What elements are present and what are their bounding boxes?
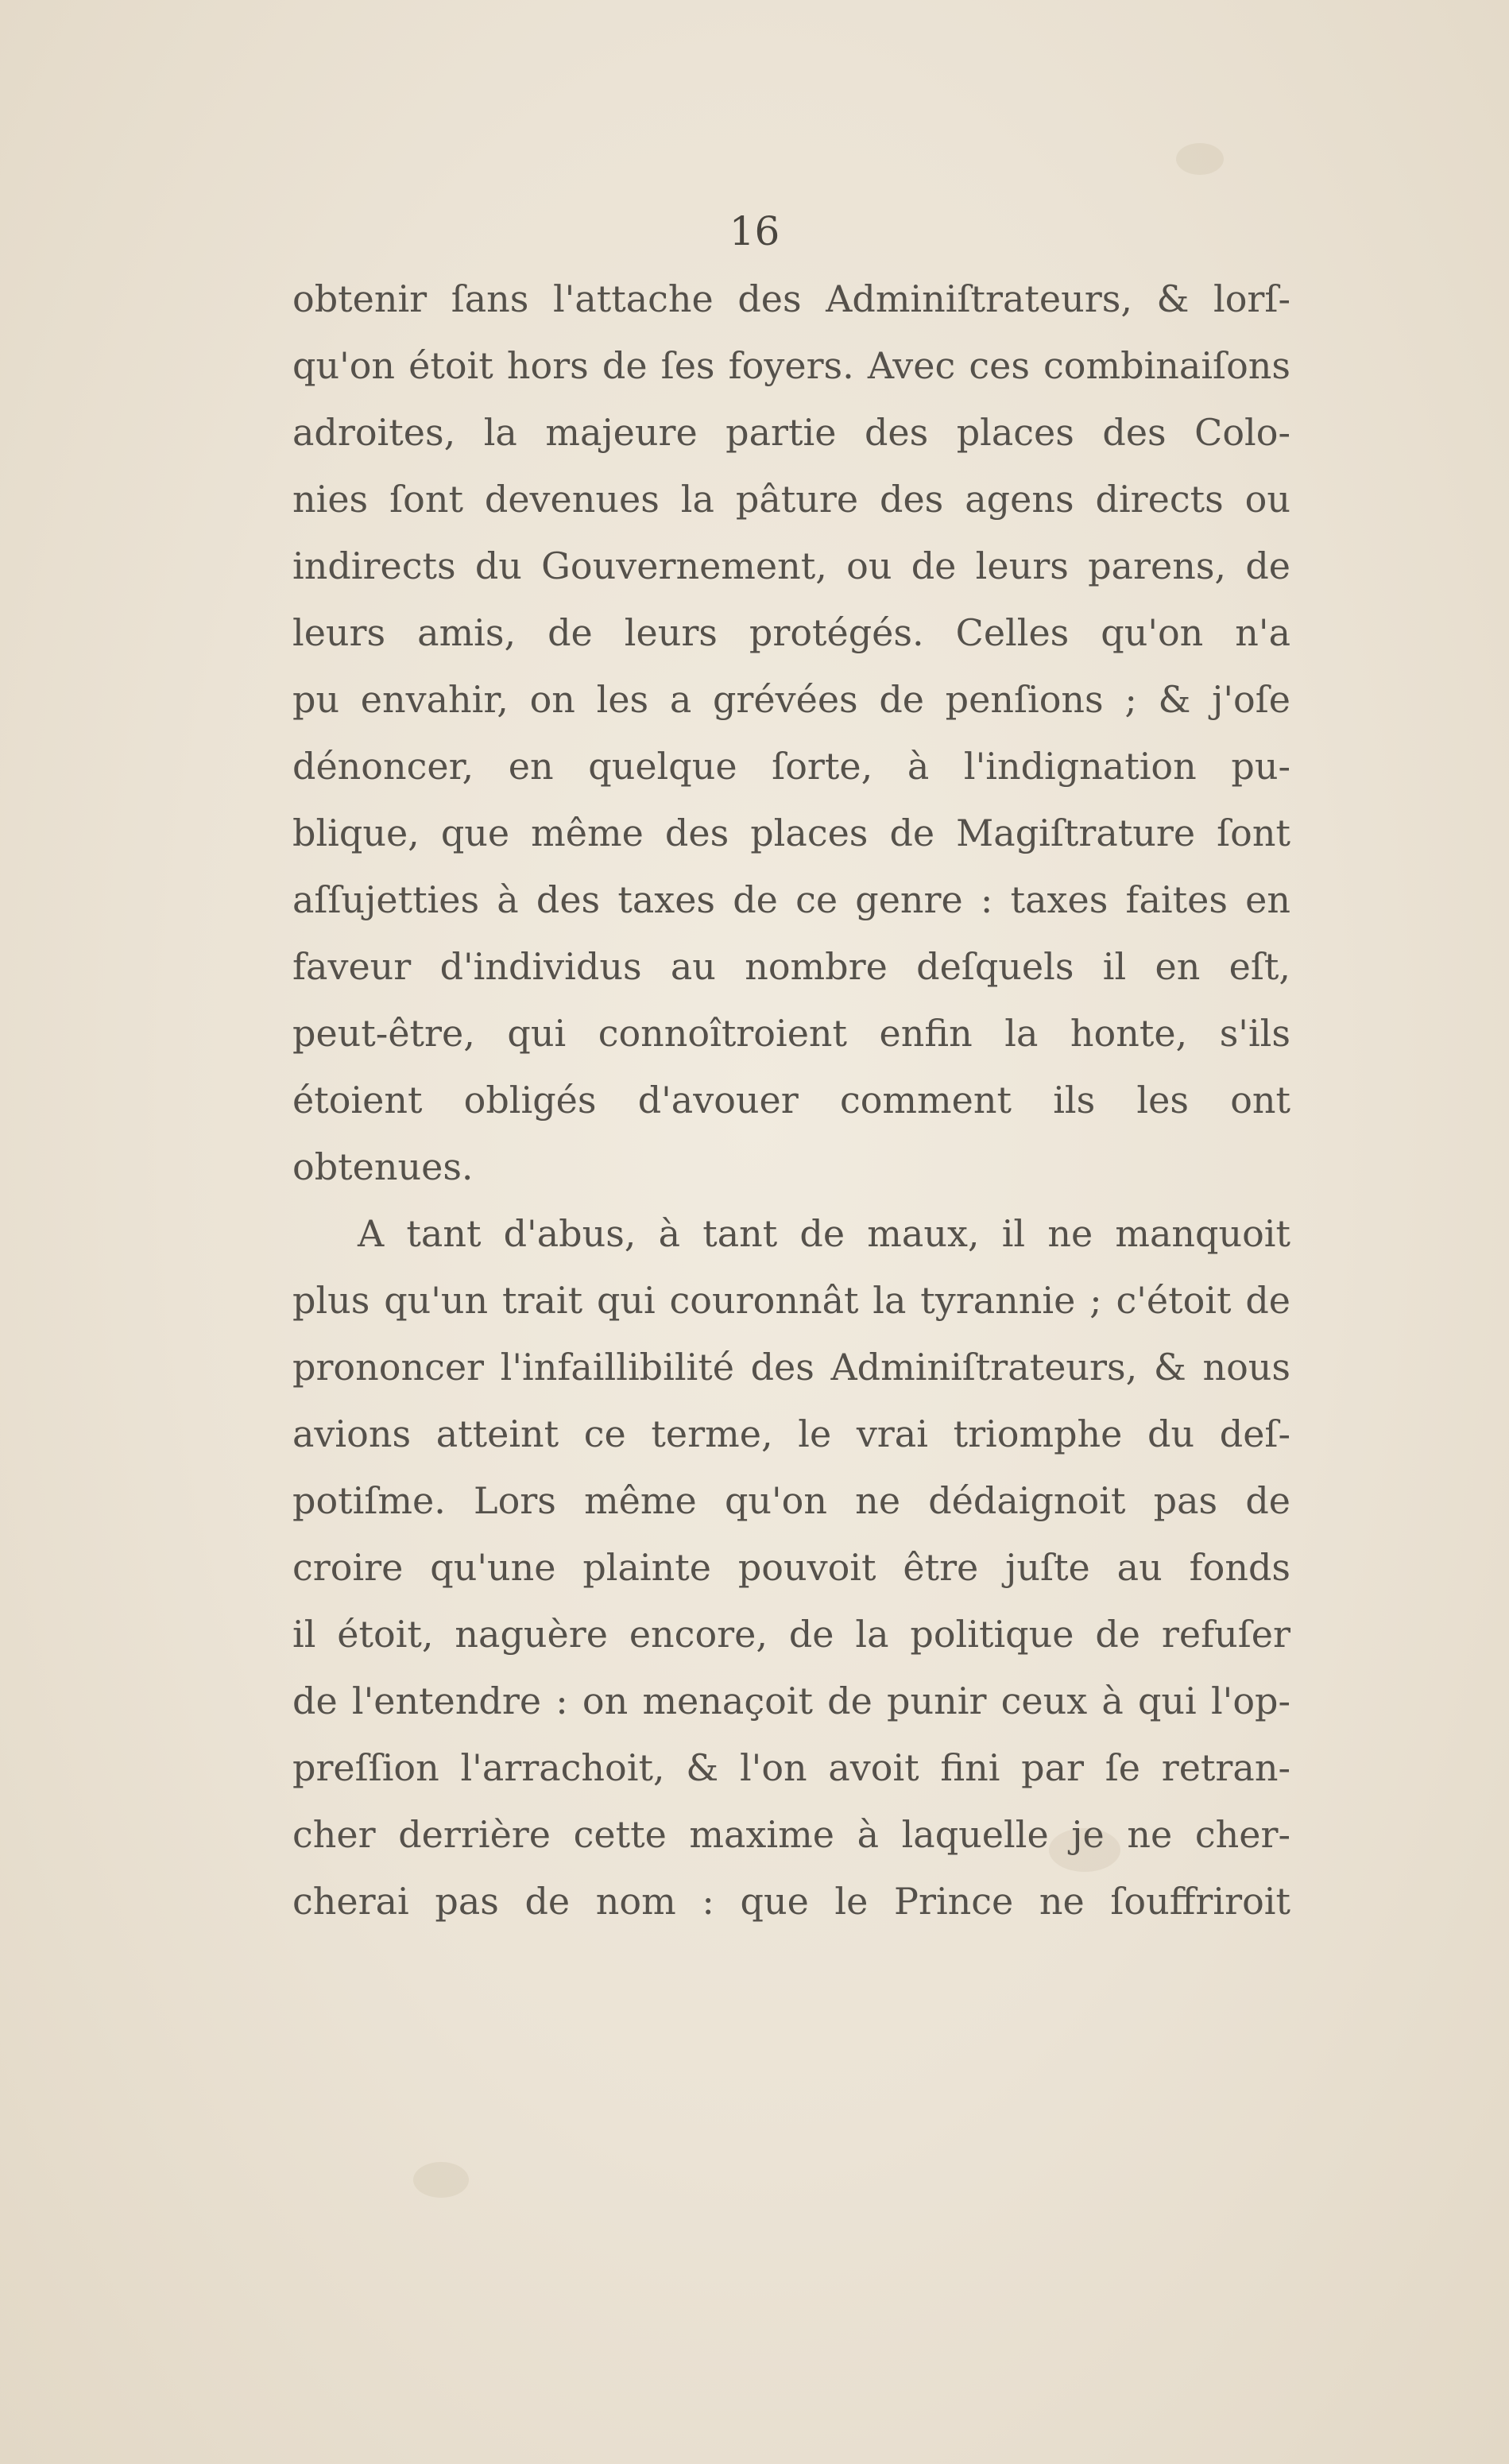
text-line: obtenir ſans l'attache des Adminiſtrateurs, & lorſ- xyxy=(292,277,1290,320)
paragraph-2 xyxy=(292,1200,1290,1935)
body-text xyxy=(292,265,1290,1935)
text-line: avions atteint ce terme, le vrai triomphe du deſ- xyxy=(292,1412,1290,1455)
paper-stain xyxy=(1176,143,1224,175)
text-line: adroites, la majeure partie des places des Colo- xyxy=(292,411,1290,454)
text-line: prononcer l'infaillibilité des Adminiſtrateurs, & nous xyxy=(292,1346,1290,1389)
text-line: pu envahir, on les a grévées de penſions ; & j'oſe xyxy=(292,678,1290,721)
text-line: plus qu'un trait qui couronnât la tyrannie ; c'étoit de xyxy=(292,1279,1290,1322)
page-number: 16 xyxy=(729,208,780,254)
text-line: A tant d'abus, à tant de maux, il ne manquoit xyxy=(358,1212,1290,1255)
text-line: qu'on étoit hors de ſes foyers. Avec ces combinaiſons xyxy=(292,344,1290,387)
paragraph-1 xyxy=(292,265,1290,1200)
text-line: indirects du Gouvernement, ou de leurs parens, de xyxy=(292,544,1290,587)
text-line: blique, que même des places de Magiſtrature ſont xyxy=(292,812,1290,854)
text-line: cherai pas de nom : que le Prince ne ſouffriroit xyxy=(292,1880,1290,1923)
text-line: étoient obligés d'avouer comment ils les ont xyxy=(292,1079,1290,1122)
text-line: peut-être, qui connoîtroient enfin la honte, s'ils xyxy=(292,1012,1290,1055)
text-line: nies ſont devenues la pâture des agens directs ou xyxy=(292,478,1290,521)
text-line: cher derrière cette maxime à laquelle je ne cher- xyxy=(292,1813,1290,1856)
text-line: faveur d'individus au nombre deſquels il en eſt, xyxy=(292,945,1290,988)
text-line: dénoncer, en quelque ſorte, à l'indignation pu- xyxy=(292,745,1290,788)
text-line: potiſme. Lors même qu'on ne dédaignoit pas de xyxy=(292,1479,1290,1522)
text-line: obtenues. xyxy=(292,1145,474,1188)
text-line: croire qu'une plainte pouvoit être juſte au fonds xyxy=(292,1546,1290,1589)
paper-stain xyxy=(413,2162,469,2198)
text-line: leurs amis, de leurs protégés. Celles qu'on n'a xyxy=(292,611,1290,654)
text-line: de l'entendre : on menaçoit de punir ceux à qui l'op- xyxy=(292,1679,1290,1722)
text-line: aſſujetties à des taxes de ce genre : taxes faites en xyxy=(292,878,1290,921)
text-line: il étoit, naguère encore, de la politique de refuſer xyxy=(292,1613,1290,1656)
text-line: preſſion l'arrachoit, & l'on avoit fini par ſe retran- xyxy=(292,1746,1290,1789)
